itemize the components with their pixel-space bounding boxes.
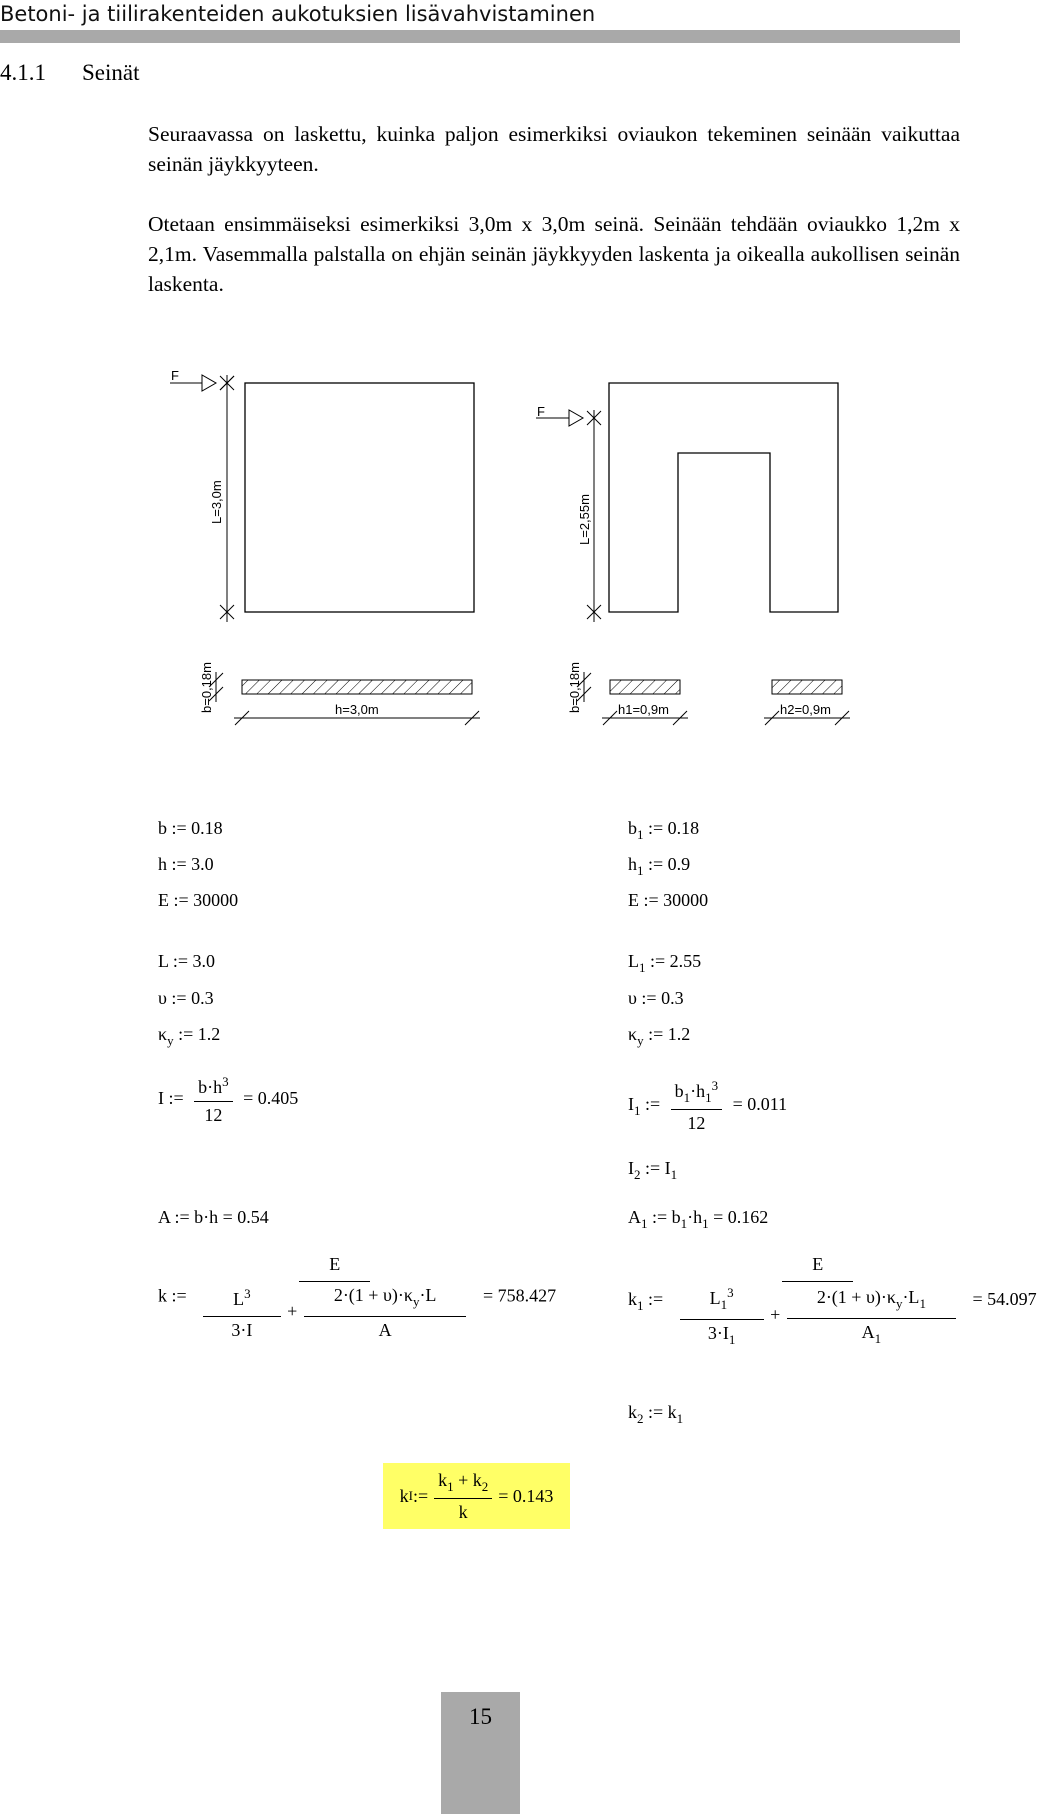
A1-result: = 0.162: [708, 1207, 769, 1227]
L1-value: := 2.55: [645, 951, 702, 971]
k-shear-L: ·L: [419, 1285, 437, 1305]
calc-right-k1: [628, 1254, 1037, 1348]
I1-num-b: b: [674, 1081, 684, 1101]
A1-sub: 1: [641, 1216, 648, 1231]
calc-right-A1: [628, 1207, 768, 1232]
section-number: 4.1.1: [0, 60, 46, 85]
b1-symbol: b: [628, 818, 637, 838]
page-number: 15: [469, 1704, 492, 1729]
running-header: Betoni- ja tiilirakenteiden aukotuksien lisävahvistaminen: [0, 2, 596, 26]
b1-value: := 0.18: [643, 818, 700, 838]
right-force-label: F: [537, 404, 545, 419]
k-plus: +: [287, 1301, 298, 1322]
I1-denominator: 12: [687, 1113, 706, 1133]
I2-assign: := I: [640, 1158, 671, 1178]
k1-sub: 1: [637, 1298, 644, 1314]
calc-left-E: E := 30000: [158, 890, 239, 910]
kappa-right-sub: y: [637, 1033, 644, 1048]
calc-right-I1: [628, 1078, 787, 1134]
I-result: = 0.405: [243, 1088, 299, 1109]
left-thickness-label: b=0,18m: [199, 662, 214, 713]
k-shear-numerator: 2·(1 + υ)·κ: [333, 1285, 413, 1305]
example-paragraph: Otetaan ensimmäiseksi esimerkiksi 3,0m x 3,0m seinä. Seinään tehdään oviaukko 1,2m x 2,1m. Vasemmalla palstalla on ehjän seinän jäykkyyden laskenta ja oikealla aukollisen seinän laskenta.: [148, 212, 960, 296]
result-highlight: [383, 1463, 570, 1529]
calc-right-kappa: [628, 1024, 690, 1049]
k1-fraction: [674, 1254, 962, 1348]
page-number-box: [441, 1692, 520, 1814]
k1-L-sub: 1: [720, 1297, 728, 1312]
wall-with-opening: [609, 383, 838, 612]
k1-shear-term: [787, 1287, 956, 1347]
k2-assign: := k: [643, 1402, 677, 1422]
result-fraction: [434, 1470, 492, 1523]
left-height-label: L=3,0m: [209, 480, 224, 524]
k-L: L: [233, 1288, 245, 1309]
k1-bending-term: [680, 1285, 764, 1348]
k2-sub: 2: [637, 1411, 644, 1426]
h1-sub: 1: [637, 863, 644, 878]
calc-right-L1: [628, 951, 701, 976]
I-numerator: b·h: [198, 1077, 223, 1097]
k1-shear-numerator: 2·(1 + υ)·κ: [816, 1286, 896, 1307]
k1-shear-L-sub: 1: [919, 1295, 926, 1311]
A1-h: ·h: [687, 1207, 703, 1227]
left-length-label: h=3,0m: [335, 702, 379, 717]
calc-left-kappa: [158, 1024, 220, 1049]
result-denominator: k: [458, 1501, 468, 1522]
result-num-k2: + k: [453, 1469, 482, 1490]
k-shear-sub: y: [412, 1294, 420, 1309]
I1-num-h: ·h: [690, 1081, 706, 1101]
k-denominator: [197, 1282, 472, 1341]
k1-plus: +: [770, 1304, 781, 1325]
k-shear-A: A: [378, 1320, 392, 1340]
k1-shear-A: A: [861, 1321, 875, 1342]
right-force-arrow: [536, 404, 583, 426]
kappa-value: := 1.2: [173, 1024, 221, 1044]
result-num-k2-sub: 2: [481, 1478, 489, 1494]
calc-right-h1: [628, 854, 690, 879]
calc-left-L: L := 3.0: [158, 951, 215, 971]
k2-rhs-sub: 1: [676, 1411, 684, 1426]
calc-left-I: [158, 1074, 298, 1126]
k-numerator: E: [299, 1254, 370, 1282]
k-L-exponent: 3: [244, 1285, 251, 1301]
k-bending-term: [203, 1286, 281, 1341]
calc-right-b1: [628, 818, 699, 843]
A1-h-sub: 1: [702, 1216, 709, 1231]
calc-right-k2: [628, 1402, 683, 1427]
I1-fraction: [671, 1078, 723, 1134]
I2-symbol: I: [628, 1158, 634, 1178]
right-segment-1-label: h1=0,9m: [618, 702, 669, 717]
result-symbol: k: [399, 1485, 409, 1506]
L1-symbol: L: [628, 951, 639, 971]
result-assign: :=: [412, 1485, 429, 1506]
k1-denominator: [674, 1282, 962, 1348]
I1-symbol: I: [628, 1094, 634, 1115]
b1-sub: 1: [637, 827, 644, 842]
k1-L: L: [709, 1288, 721, 1308]
I-fraction: [194, 1074, 233, 1126]
k1-symbol: k: [628, 1289, 637, 1310]
I1-assign: :=: [640, 1094, 661, 1115]
section-title: Seinät: [82, 60, 140, 85]
kappa-right-symbol: κ: [628, 1024, 638, 1044]
I1-num-exp: 3: [711, 1078, 719, 1093]
kappa-symbol: κ: [158, 1024, 168, 1044]
calc-right-E: E := 30000: [628, 890, 709, 910]
I2-rhs-sub: 1: [670, 1167, 678, 1182]
calc-left-k: [158, 1254, 556, 1341]
I1-num-b-sub: 1: [683, 1090, 691, 1105]
k1-shear-sub: y: [895, 1295, 903, 1311]
right-thickness-label: b=0,18m: [567, 662, 582, 713]
right-height-label: L=2,55m: [577, 494, 592, 545]
I2-sub: 2: [634, 1167, 641, 1182]
calc-left-b: b := 0.18: [158, 818, 223, 838]
right-section-hatch-1: [610, 680, 680, 694]
kappa-right-value: := 1.2: [643, 1024, 691, 1044]
result-sub: I: [408, 1488, 413, 1503]
A1-b-sub: 1: [680, 1216, 688, 1231]
I-assign: I :=: [158, 1088, 184, 1109]
k-result: = 758.427: [482, 1285, 557, 1306]
right-section-hatch-2: [772, 680, 842, 694]
calc-right-nu: υ := 0.3: [628, 988, 684, 1008]
k1-numerator: E: [782, 1254, 853, 1282]
k1-shear-L: ·L: [902, 1286, 920, 1307]
k1-L-exp: 3: [727, 1285, 734, 1300]
left-force-label: F: [171, 368, 179, 383]
I1-num-h-sub: 1: [705, 1090, 712, 1105]
kappa-subscript: y: [167, 1033, 174, 1048]
solid-wall: [245, 383, 474, 612]
right-segment-2-label: h2=0,9m: [780, 702, 831, 717]
I1-result: = 0.011: [732, 1094, 788, 1115]
result-value: = 0.143: [498, 1485, 554, 1506]
k1-3I-sub: 1: [728, 1332, 736, 1347]
result-num-k1: k: [438, 1469, 448, 1490]
calc-right-I2: [628, 1158, 677, 1183]
k1-assign: :=: [643, 1289, 664, 1310]
A1-assign: := b: [647, 1207, 681, 1227]
calc-left-A: A := b·h = 0.54: [158, 1207, 269, 1227]
wall-diagram: [0, 0, 960, 760]
k-shear-term: [304, 1285, 467, 1341]
k1-shear-A-sub: 1: [874, 1330, 882, 1346]
calc-left-nu: υ := 0.3: [158, 988, 214, 1008]
result-num-k1-sub: 1: [447, 1478, 454, 1494]
k-3I: 3·I: [231, 1319, 253, 1340]
L1-sub: 1: [639, 960, 646, 975]
k-assign: k :=: [158, 1285, 187, 1306]
calc-left-h: h := 3.0: [158, 854, 214, 874]
k2-symbol: k: [628, 1402, 637, 1422]
I1-sub: 1: [634, 1103, 641, 1119]
A1-symbol: A: [628, 1207, 641, 1227]
h1-value: := 0.9: [643, 854, 691, 874]
I-denominator: 12: [204, 1105, 223, 1125]
I-exponent: 3: [222, 1074, 229, 1089]
k-fraction: [197, 1254, 472, 1341]
left-section-hatch: [242, 680, 472, 694]
k1-3I: 3·I: [707, 1323, 729, 1343]
k1-result: = 54.097: [972, 1289, 1037, 1310]
left-force-arrow: [170, 368, 216, 391]
intro-paragraph: Seuraavassa on laskettu, kuinka paljon esimerkiksi oviaukon tekeminen seinään vaikuttaa seinän jäykkyyteen.: [148, 122, 960, 176]
h1-symbol: h: [628, 854, 637, 874]
